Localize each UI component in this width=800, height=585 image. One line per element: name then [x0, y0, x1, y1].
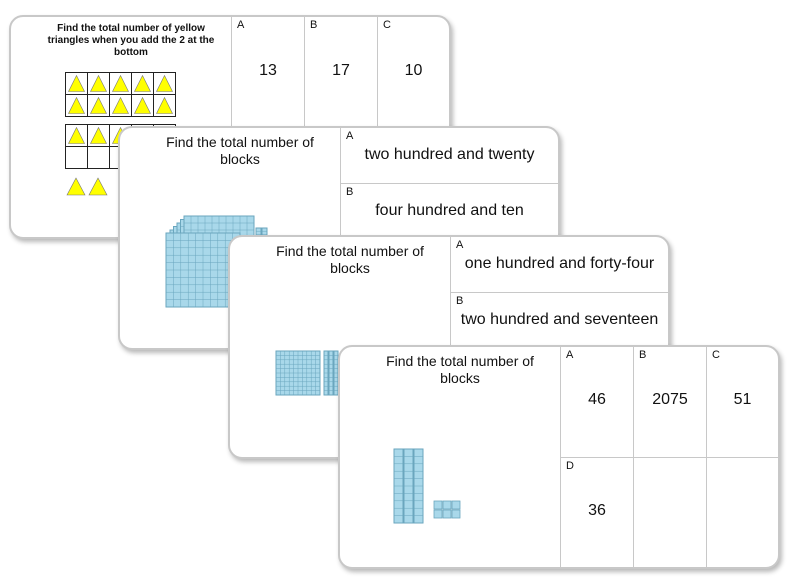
unit-cube-block: [452, 501, 460, 509]
option-value: 36: [588, 502, 606, 519]
option-letter: A: [566, 349, 574, 361]
option-letter: B: [639, 349, 647, 361]
question-text: Find the total number of blocks: [166, 134, 314, 167]
base-ten-blocks-illustration: [394, 449, 474, 529]
option-value: 51: [733, 391, 752, 408]
answer-option-b[interactable]: [451, 293, 668, 348]
option-value: one hundred and forty-four: [464, 255, 655, 272]
unit-cube-block: [452, 510, 460, 518]
option-value: 2075: [652, 391, 688, 408]
answer-option-c[interactable]: [707, 347, 778, 457]
answer-option-b[interactable]: [341, 184, 558, 239]
option-value: 10: [404, 62, 423, 79]
answer-option-a[interactable]: [341, 128, 558, 183]
answer-option-d[interactable]: [561, 458, 633, 567]
answer-option-a[interactable]: [232, 17, 304, 137]
question-text: Find the total number of blocks: [386, 353, 534, 386]
option-value: 46: [588, 391, 606, 408]
option-value: two hundred and seventeen: [460, 311, 659, 328]
option-value: 13: [259, 62, 277, 79]
triangle-grid-top: [65, 72, 177, 120]
option-letter: A: [456, 239, 464, 251]
option-letter: C: [712, 349, 720, 361]
answer-option-b[interactable]: [634, 347, 706, 457]
yellow-triangle-icon: [89, 178, 107, 195]
answer-option-a[interactable]: [451, 237, 668, 292]
quiz-card-blocks-numbers: [338, 345, 780, 569]
option-letter: A: [346, 130, 354, 142]
option-letter: B: [456, 295, 464, 307]
unit-cube-block: [443, 510, 451, 518]
answer-option-c[interactable]: [378, 17, 449, 137]
unit-cube-block: [434, 501, 442, 509]
question-text: Find the total number of blocks: [276, 243, 424, 276]
option-value: two hundred and twenty: [364, 146, 535, 163]
option-letter: B: [310, 19, 318, 31]
answer-option-a[interactable]: [561, 347, 633, 457]
answer-option-b[interactable]: [305, 17, 377, 137]
option-value: four hundred and ten: [375, 202, 524, 219]
extra-triangles: [65, 176, 109, 196]
option-value: 17: [332, 62, 350, 79]
unit-cube-block: [434, 510, 442, 518]
option-letter: C: [383, 19, 391, 31]
unit-cube-block: [443, 501, 451, 509]
option-letter: D: [566, 460, 574, 472]
option-letter: B: [346, 186, 354, 198]
yellow-triangle-icon: [67, 178, 85, 195]
option-letter: A: [237, 19, 245, 31]
base-ten-blocks-illustration: [276, 351, 346, 401]
question-text: Find the total number of yellow triangles when you add the 2 at the bottom: [47, 23, 215, 58]
